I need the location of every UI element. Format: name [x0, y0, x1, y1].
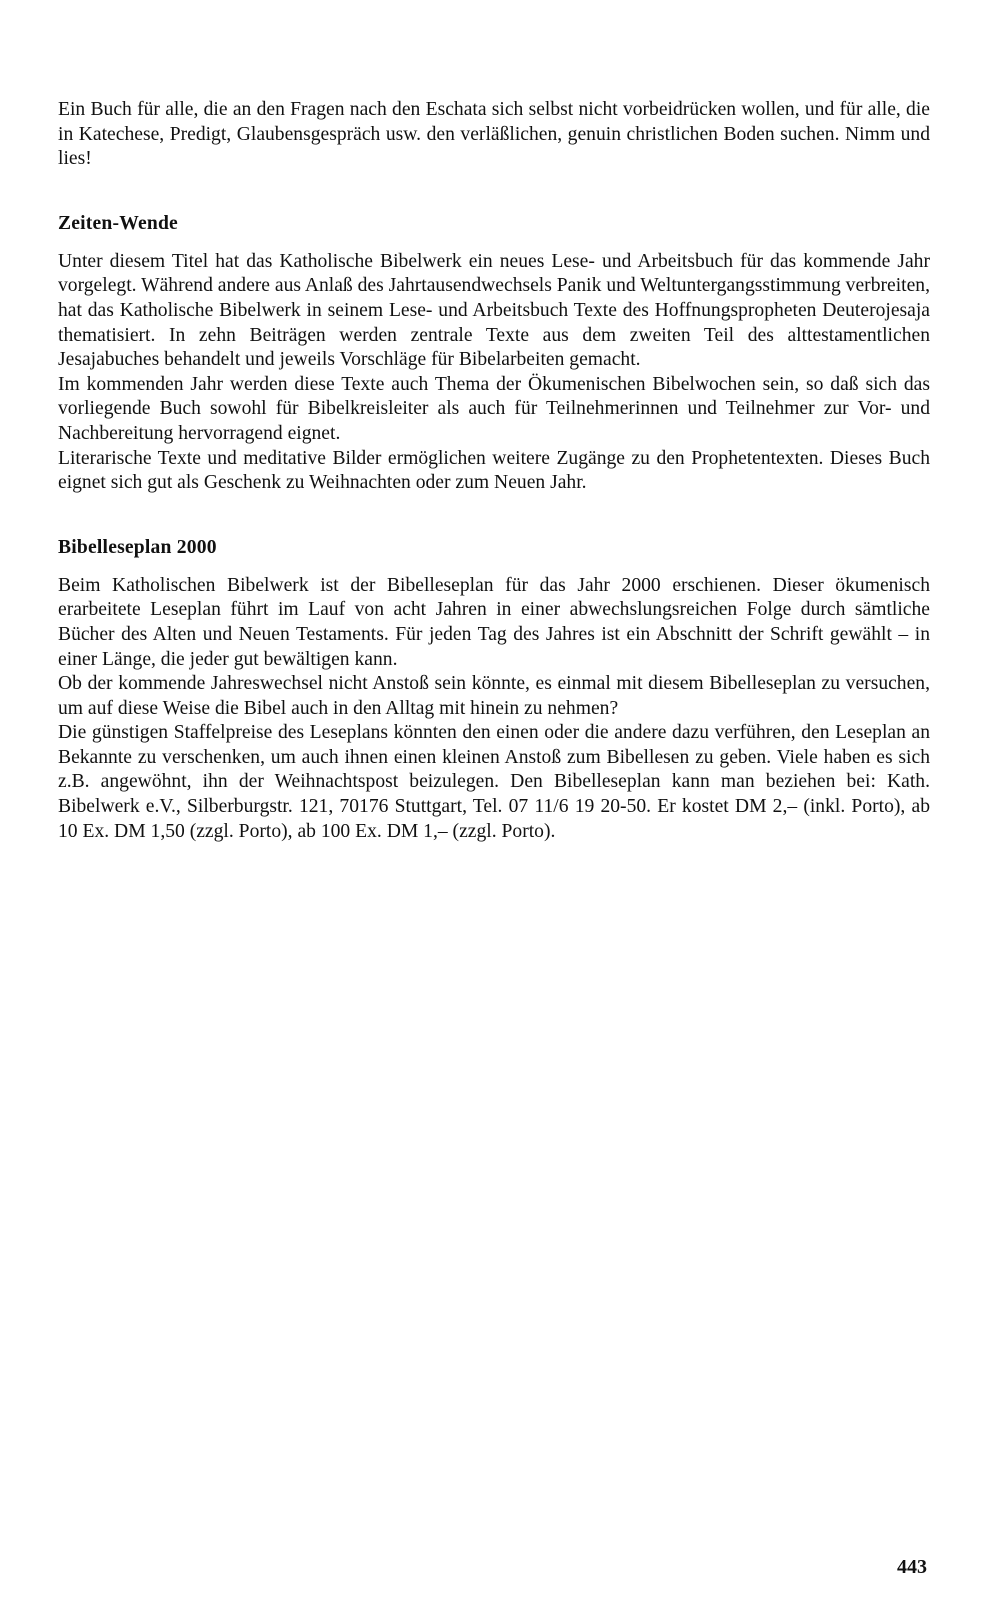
paragraph: Ob der kommende Jahreswechsel nicht Anstoß sein könnte, es einmal mit diesem Bibelleseplan zu versuchen, um auf diese Weise die Bibel auch in den Alltag mit hinein zu nehmen? — [58, 673, 930, 719]
page-number: 443 — [897, 1556, 927, 1578]
paragraph: Literarische Texte und meditative Bilder ermöglichen weitere Zugänge zu den Prophetentexten. Dieses Buch eignet sich gut als Geschenk zu Weihnachten oder zum Neuen Jahr. — [58, 447, 930, 494]
document-page — [58, 98, 930, 844]
paragraph: Unter diesem Titel hat das Katholische Bibelwerk ein neues Lese- und Arbeitsbuch für das kommende Jahr vorgelegt. Während andere aus Anlaß des Jahrtausendwechsels Panik und Weltuntergangsstimmung verbreiten, hat das Katholische Bibelwerk in seinem Lese- und Arbeitsbuch Texte des Hoffnungspropheten Deuterojesaja thematisiert. In zehn Beiträgen werden zentrale Texte aus dem zweiten Teil des alttestamentlichen Jesajabuches behandelt und jeweils Vorschläge für Bibelarbeiten gemacht. — [58, 250, 930, 371]
paragraph: Beim Katholischen Bibelwerk ist der Bibelleseplan für das Jahr 2000 erschienen. Dieser ökumenisch erarbeitete Leseplan führt im Lauf von acht Jahren in einer abwechslungsreichen Folge durch sämtliche Bücher des Alten und Neuen Testaments. Für jeden Tag des Jahres ist ein Abschnitt der Schrift gewählt – in einer Länge, die jeder gut bewältigen kann. — [58, 574, 930, 670]
paragraph: Die günstigen Staffelpreise des Leseplans könnten den einen oder die andere dazu verführen, den Leseplan an Bekannte zu verschenken, um auch ihnen einen kleinen Anstoß zum Bibellesen zu geben. Viele haben es sich z.B. angewöhnt, ihn der Weihnachtspost beizulegen. Den Bibelleseplan kann man beziehen bei: Kath. Bibelwerk e.V., Silberburgstr. 121, 70176 Stuttgart, Tel. 07 11/6 19 20-50. Er kostet DM 2,– (inkl. Porto), ab 10 Ex. DM 1,50 (zzgl. Porto), ab 100 Ex. DM 1,– (zzgl. Porto). — [58, 722, 930, 842]
section-heading-zeiten-wende: Zeiten-Wende — [58, 212, 178, 234]
paragraph: Im kommenden Jahr werden diese Texte auch Thema der Ökumenischen Bibelwochen sein, so daß sich das vorliegende Buch sowohl für Bibelkreisleiter als auch für Teilnehmerinnen und Teilnehmer zur Vor- und Nachbereitung hervorragend eignet. — [58, 373, 930, 444]
section-zeiten-wende-body — [58, 250, 930, 496]
section-heading-bibelleseplan: Bibelleseplan 2000 — [58, 536, 217, 558]
intro-paragraph: Ein Buch für alle, die an den Fragen nach den Eschata sich selbst nicht vorbeidrücken wollen, und für alle, die in Katechese, Predigt, Glaubensgespräch usw. den verläßlichen, genuin christlichen Boden suchen. Nimm und lies! — [58, 99, 930, 170]
section-bibelleseplan-body — [58, 574, 930, 845]
